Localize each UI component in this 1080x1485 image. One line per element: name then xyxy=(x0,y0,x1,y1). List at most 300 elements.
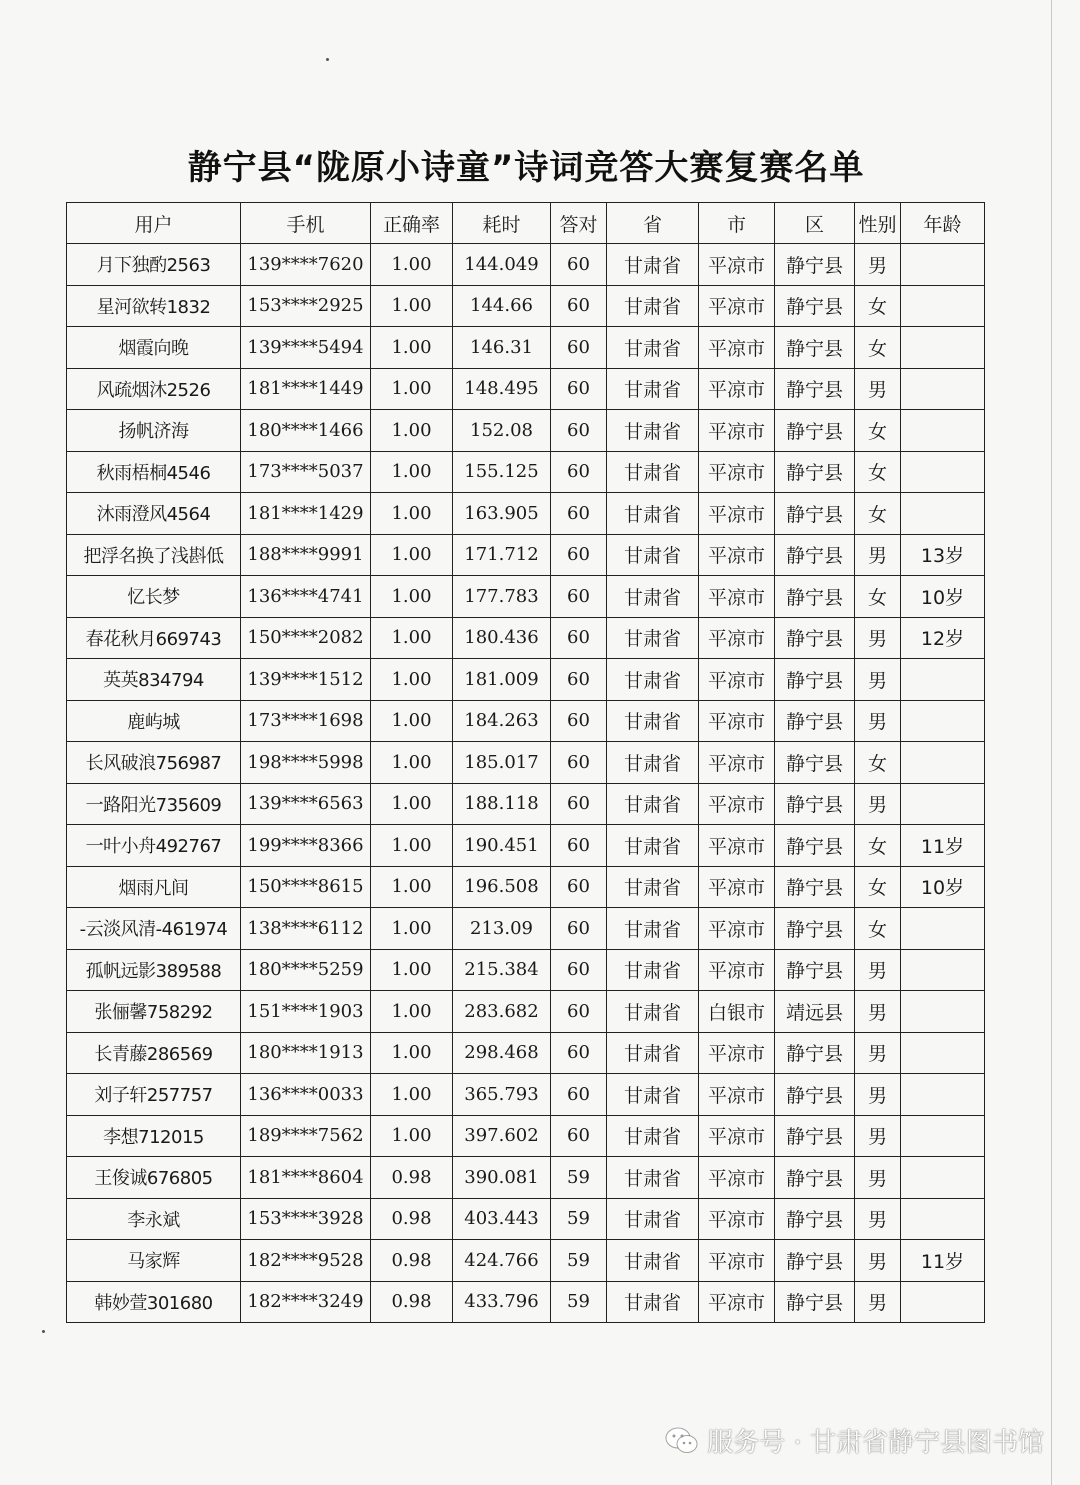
cell-phone: 139****1512 xyxy=(241,659,371,701)
cell-accuracy: 1.00 xyxy=(371,700,453,742)
column-header-gender: 性别 xyxy=(855,203,901,244)
cell-city: 平凉市 xyxy=(699,576,775,618)
cell-time: 283.682 xyxy=(453,991,551,1033)
cell-city: 平凉市 xyxy=(699,1115,775,1157)
column-header-phone: 手机 xyxy=(241,203,371,244)
cell-correct: 59 xyxy=(551,1157,607,1199)
cell-phone: 150****2082 xyxy=(241,617,371,659)
cell-phone: 136****4741 xyxy=(241,576,371,618)
cell-city: 平凉市 xyxy=(699,493,775,535)
cell-phone: 150****8615 xyxy=(241,866,371,908)
cell-correct: 60 xyxy=(551,991,607,1033)
cell-user: 鹿屿城 xyxy=(67,700,241,742)
cell-city: 平凉市 xyxy=(699,908,775,950)
cell-province: 甘肃省 xyxy=(607,1198,699,1240)
cell-phone: 180****1913 xyxy=(241,1032,371,1074)
contestant-table xyxy=(66,202,985,1323)
cell-age: 10岁 xyxy=(901,866,985,908)
cell-phone: 151****1903 xyxy=(241,991,371,1033)
table-row xyxy=(67,1115,985,1157)
cell-phone: 138****6112 xyxy=(241,908,371,950)
cell-age xyxy=(901,1115,985,1157)
cell-accuracy: 0.98 xyxy=(371,1281,453,1323)
cell-age xyxy=(901,368,985,410)
scan-speck xyxy=(42,1330,45,1333)
table-row xyxy=(67,825,985,867)
cell-city: 平凉市 xyxy=(699,866,775,908)
table-row xyxy=(67,1074,985,1116)
cell-correct: 60 xyxy=(551,659,607,701)
column-header-correct: 答对 xyxy=(551,203,607,244)
table-row xyxy=(67,783,985,825)
cell-time: 180.436 xyxy=(453,617,551,659)
cell-correct: 60 xyxy=(551,576,607,618)
cell-province: 甘肃省 xyxy=(607,866,699,908)
cell-correct: 60 xyxy=(551,1074,607,1116)
cell-city: 平凉市 xyxy=(699,825,775,867)
cell-user: 春花秋月669743 xyxy=(67,617,241,659)
cell-correct: 60 xyxy=(551,1115,607,1157)
cell-accuracy: 1.00 xyxy=(371,742,453,784)
cell-gender: 男 xyxy=(855,783,901,825)
cell-phone: 189****7562 xyxy=(241,1115,371,1157)
cell-province: 甘肃省 xyxy=(607,1032,699,1074)
cell-gender: 女 xyxy=(855,493,901,535)
cell-city: 平凉市 xyxy=(699,327,775,369)
table-row xyxy=(67,1281,985,1323)
cell-district: 静宁县 xyxy=(775,534,855,576)
cell-district: 静宁县 xyxy=(775,783,855,825)
cell-city: 平凉市 xyxy=(699,1198,775,1240)
cell-correct: 60 xyxy=(551,742,607,784)
cell-correct: 60 xyxy=(551,949,607,991)
cell-age xyxy=(901,659,985,701)
cell-district: 静宁县 xyxy=(775,327,855,369)
cell-district: 静宁县 xyxy=(775,1198,855,1240)
table-row xyxy=(67,617,985,659)
cell-gender: 男 xyxy=(855,1115,901,1157)
cell-phone: 199****8366 xyxy=(241,825,371,867)
cell-city: 平凉市 xyxy=(699,451,775,493)
cell-time: 215.384 xyxy=(453,949,551,991)
cell-age xyxy=(901,1032,985,1074)
scan-page-edge xyxy=(1051,0,1052,1485)
cell-district: 静宁县 xyxy=(775,285,855,327)
cell-correct: 60 xyxy=(551,866,607,908)
cell-time: 148.495 xyxy=(453,368,551,410)
cell-phone: 139****6563 xyxy=(241,783,371,825)
cell-district: 静宁县 xyxy=(775,866,855,908)
table-row xyxy=(67,1157,985,1199)
cell-accuracy: 1.00 xyxy=(371,783,453,825)
cell-age xyxy=(901,244,985,286)
cell-province: 甘肃省 xyxy=(607,617,699,659)
cell-gender: 男 xyxy=(855,991,901,1033)
cell-accuracy: 1.00 xyxy=(371,1074,453,1116)
cell-time: 184.263 xyxy=(453,700,551,742)
cell-time: 365.793 xyxy=(453,1074,551,1116)
cell-city: 平凉市 xyxy=(699,659,775,701)
cell-user: 李想712015 xyxy=(67,1115,241,1157)
cell-time: 155.125 xyxy=(453,451,551,493)
table-row xyxy=(67,659,985,701)
cell-correct: 60 xyxy=(551,825,607,867)
cell-time: 403.443 xyxy=(453,1198,551,1240)
cell-accuracy: 1.00 xyxy=(371,825,453,867)
table-header-row xyxy=(67,203,985,244)
cell-accuracy: 1.00 xyxy=(371,1115,453,1157)
watermark-footer xyxy=(665,1422,1044,1459)
cell-phone: 136****0033 xyxy=(241,1074,371,1116)
cell-district: 静宁县 xyxy=(775,493,855,535)
cell-age xyxy=(901,1157,985,1199)
cell-accuracy: 0.98 xyxy=(371,1240,453,1282)
cell-province: 甘肃省 xyxy=(607,493,699,535)
cell-phone: 181****1449 xyxy=(241,368,371,410)
table-row xyxy=(67,576,985,618)
cell-age xyxy=(901,493,985,535)
cell-accuracy: 1.00 xyxy=(371,285,453,327)
cell-accuracy: 1.00 xyxy=(371,534,453,576)
cell-city: 白银市 xyxy=(699,991,775,1033)
cell-district: 靖远县 xyxy=(775,991,855,1033)
cell-user: 烟霞向晚 xyxy=(67,327,241,369)
cell-user: 马家辉 xyxy=(67,1240,241,1282)
cell-gender: 女 xyxy=(855,742,901,784)
cell-time: 424.766 xyxy=(453,1240,551,1282)
column-header-accuracy: 正确率 xyxy=(371,203,453,244)
cell-province: 甘肃省 xyxy=(607,244,699,286)
cell-accuracy: 1.00 xyxy=(371,368,453,410)
table-row xyxy=(67,1032,985,1074)
cell-age xyxy=(901,410,985,452)
cell-district: 静宁县 xyxy=(775,1240,855,1282)
cell-city: 平凉市 xyxy=(699,1032,775,1074)
cell-time: 144.66 xyxy=(453,285,551,327)
cell-phone: 181****1429 xyxy=(241,493,371,535)
cell-user: 一路阳光735609 xyxy=(67,783,241,825)
cell-age xyxy=(901,991,985,1033)
cell-province: 甘肃省 xyxy=(607,1115,699,1157)
cell-city: 平凉市 xyxy=(699,368,775,410)
cell-accuracy: 1.00 xyxy=(371,244,453,286)
cell-phone: 153****2925 xyxy=(241,285,371,327)
cell-district: 静宁县 xyxy=(775,659,855,701)
cell-city: 平凉市 xyxy=(699,410,775,452)
cell-age xyxy=(901,1074,985,1116)
cell-age xyxy=(901,783,985,825)
document-title: 静宁县“陇原小诗童”诗词竞答大赛复赛名单 xyxy=(187,148,865,188)
cell-gender: 男 xyxy=(855,1240,901,1282)
cell-gender: 女 xyxy=(855,825,901,867)
cell-user: -云淡风清-461974 xyxy=(67,908,241,950)
cell-gender: 女 xyxy=(855,866,901,908)
cell-district: 静宁县 xyxy=(775,949,855,991)
cell-correct: 60 xyxy=(551,617,607,659)
column-header-city: 市 xyxy=(699,203,775,244)
cell-correct: 60 xyxy=(551,700,607,742)
cell-user: 风疏烟沐2526 xyxy=(67,368,241,410)
cell-age xyxy=(901,949,985,991)
cell-accuracy: 1.00 xyxy=(371,327,453,369)
cell-province: 甘肃省 xyxy=(607,991,699,1033)
table-row xyxy=(67,451,985,493)
cell-district: 静宁县 xyxy=(775,700,855,742)
table-row xyxy=(67,285,985,327)
cell-gender: 女 xyxy=(855,576,901,618)
cell-district: 静宁县 xyxy=(775,1074,855,1116)
cell-user: 扬帆济海 xyxy=(67,410,241,452)
cell-city: 平凉市 xyxy=(699,783,775,825)
cell-time: 144.049 xyxy=(453,244,551,286)
cell-phone: 180****5259 xyxy=(241,949,371,991)
table-row xyxy=(67,327,985,369)
cell-district: 静宁县 xyxy=(775,742,855,784)
cell-age xyxy=(901,1281,985,1323)
cell-district: 静宁县 xyxy=(775,1032,855,1074)
cell-gender: 女 xyxy=(855,327,901,369)
cell-time: 146.31 xyxy=(453,327,551,369)
scan-speck xyxy=(326,58,329,61)
cell-gender: 男 xyxy=(855,1198,901,1240)
cell-district: 静宁县 xyxy=(775,451,855,493)
cell-user: 秋雨梧桐4546 xyxy=(67,451,241,493)
cell-age: 13岁 xyxy=(901,534,985,576)
cell-city: 平凉市 xyxy=(699,1157,775,1199)
cell-gender: 男 xyxy=(855,244,901,286)
cell-user: 沐雨澄风4564 xyxy=(67,493,241,535)
table-row xyxy=(67,534,985,576)
cell-phone: 173****1698 xyxy=(241,700,371,742)
cell-age: 10岁 xyxy=(901,576,985,618)
cell-user: 李永斌 xyxy=(67,1198,241,1240)
cell-correct: 59 xyxy=(551,1240,607,1282)
column-header-age: 年龄 xyxy=(901,203,985,244)
cell-age xyxy=(901,327,985,369)
cell-age xyxy=(901,700,985,742)
cell-user: 孤帆远影389588 xyxy=(67,949,241,991)
cell-user: 一叶小舟492767 xyxy=(67,825,241,867)
cell-province: 甘肃省 xyxy=(607,1240,699,1282)
cell-accuracy: 1.00 xyxy=(371,866,453,908)
cell-user: 长青藤286569 xyxy=(67,1032,241,1074)
cell-province: 甘肃省 xyxy=(607,908,699,950)
cell-phone: 182****3249 xyxy=(241,1281,371,1323)
cell-time: 177.783 xyxy=(453,576,551,618)
cell-correct: 60 xyxy=(551,410,607,452)
cell-district: 静宁县 xyxy=(775,1115,855,1157)
cell-province: 甘肃省 xyxy=(607,576,699,618)
cell-accuracy: 1.00 xyxy=(371,1032,453,1074)
cell-district: 静宁县 xyxy=(775,617,855,659)
cell-age: 11岁 xyxy=(901,825,985,867)
cell-user: 刘子轩257757 xyxy=(67,1074,241,1116)
cell-age xyxy=(901,285,985,327)
cell-phone: 182****9528 xyxy=(241,1240,371,1282)
cell-city: 平凉市 xyxy=(699,617,775,659)
cell-gender: 男 xyxy=(855,534,901,576)
cell-correct: 60 xyxy=(551,368,607,410)
cell-province: 甘肃省 xyxy=(607,783,699,825)
cell-time: 190.451 xyxy=(453,825,551,867)
cell-province: 甘肃省 xyxy=(607,1281,699,1323)
cell-province: 甘肃省 xyxy=(607,327,699,369)
cell-user: 星河欲转1832 xyxy=(67,285,241,327)
cell-age xyxy=(901,742,985,784)
cell-phone: 139****5494 xyxy=(241,327,371,369)
cell-gender: 男 xyxy=(855,659,901,701)
column-header-district: 区 xyxy=(775,203,855,244)
cell-user: 月下独酌2563 xyxy=(67,244,241,286)
cell-district: 静宁县 xyxy=(775,1157,855,1199)
cell-province: 甘肃省 xyxy=(607,368,699,410)
cell-age xyxy=(901,908,985,950)
cell-district: 静宁县 xyxy=(775,244,855,286)
cell-city: 平凉市 xyxy=(699,700,775,742)
cell-phone: 198****5998 xyxy=(241,742,371,784)
cell-time: 152.08 xyxy=(453,410,551,452)
cell-correct: 60 xyxy=(551,908,607,950)
table-row xyxy=(67,742,985,784)
cell-gender: 男 xyxy=(855,700,901,742)
cell-accuracy: 0.98 xyxy=(371,1198,453,1240)
cell-province: 甘肃省 xyxy=(607,534,699,576)
cell-city: 平凉市 xyxy=(699,1281,775,1323)
cell-time: 433.796 xyxy=(453,1281,551,1323)
cell-user: 张俪馨758292 xyxy=(67,991,241,1033)
cell-city: 平凉市 xyxy=(699,949,775,991)
table-row xyxy=(67,1240,985,1282)
cell-district: 静宁县 xyxy=(775,908,855,950)
cell-province: 甘肃省 xyxy=(607,285,699,327)
cell-province: 甘肃省 xyxy=(607,451,699,493)
cell-district: 静宁县 xyxy=(775,410,855,452)
cell-province: 甘肃省 xyxy=(607,659,699,701)
table-row xyxy=(67,908,985,950)
cell-accuracy: 1.00 xyxy=(371,908,453,950)
cell-gender: 男 xyxy=(855,949,901,991)
cell-gender: 女 xyxy=(855,410,901,452)
table-row xyxy=(67,493,985,535)
table-row xyxy=(67,991,985,1033)
table-row xyxy=(67,410,985,452)
cell-time: 171.712 xyxy=(453,534,551,576)
cell-time: 181.009 xyxy=(453,659,551,701)
cell-accuracy: 1.00 xyxy=(371,991,453,1033)
cell-correct: 60 xyxy=(551,244,607,286)
column-header-user: 用户 xyxy=(67,203,241,244)
cell-phone: 139****7620 xyxy=(241,244,371,286)
cell-correct: 60 xyxy=(551,1032,607,1074)
cell-gender: 男 xyxy=(855,1157,901,1199)
cell-province: 甘肃省 xyxy=(607,742,699,784)
cell-gender: 男 xyxy=(855,617,901,659)
cell-time: 163.905 xyxy=(453,493,551,535)
cell-district: 静宁县 xyxy=(775,825,855,867)
cell-gender: 女 xyxy=(855,908,901,950)
cell-accuracy: 0.98 xyxy=(371,1157,453,1199)
cell-user: 王俊诚676805 xyxy=(67,1157,241,1199)
cell-phone: 180****1466 xyxy=(241,410,371,452)
cell-phone: 188****9991 xyxy=(241,534,371,576)
cell-time: 397.602 xyxy=(453,1115,551,1157)
cell-city: 平凉市 xyxy=(699,1240,775,1282)
cell-correct: 59 xyxy=(551,1198,607,1240)
cell-gender: 男 xyxy=(855,1281,901,1323)
cell-accuracy: 1.00 xyxy=(371,410,453,452)
cell-city: 平凉市 xyxy=(699,244,775,286)
cell-age: 12岁 xyxy=(901,617,985,659)
cell-user: 忆长梦 xyxy=(67,576,241,618)
cell-province: 甘肃省 xyxy=(607,700,699,742)
cell-accuracy: 1.00 xyxy=(371,493,453,535)
cell-gender: 女 xyxy=(855,451,901,493)
cell-district: 静宁县 xyxy=(775,576,855,618)
cell-accuracy: 1.00 xyxy=(371,659,453,701)
cell-city: 平凉市 xyxy=(699,742,775,784)
cell-correct: 60 xyxy=(551,493,607,535)
cell-correct: 60 xyxy=(551,534,607,576)
cell-city: 平凉市 xyxy=(699,534,775,576)
cell-correct: 60 xyxy=(551,451,607,493)
cell-gender: 男 xyxy=(855,1074,901,1116)
cell-accuracy: 1.00 xyxy=(371,576,453,618)
cell-province: 甘肃省 xyxy=(607,410,699,452)
cell-province: 甘肃省 xyxy=(607,1157,699,1199)
cell-city: 平凉市 xyxy=(699,285,775,327)
cell-age xyxy=(901,451,985,493)
cell-time: 188.118 xyxy=(453,783,551,825)
table-body xyxy=(67,244,985,1323)
cell-accuracy: 1.00 xyxy=(371,451,453,493)
table-row xyxy=(67,1198,985,1240)
cell-time: 390.081 xyxy=(453,1157,551,1199)
cell-time: 185.017 xyxy=(453,742,551,784)
cell-time: 298.468 xyxy=(453,1032,551,1074)
cell-user: 韩妙萱301680 xyxy=(67,1281,241,1323)
table-row xyxy=(67,368,985,410)
cell-user: 把浮名换了浅斟低 xyxy=(67,534,241,576)
cell-district: 静宁县 xyxy=(775,1281,855,1323)
cell-time: 196.508 xyxy=(453,866,551,908)
cell-age xyxy=(901,1198,985,1240)
cell-phone: 153****3928 xyxy=(241,1198,371,1240)
cell-user: 英英834794 xyxy=(67,659,241,701)
cell-correct: 59 xyxy=(551,1281,607,1323)
table-row xyxy=(67,866,985,908)
cell-age: 11岁 xyxy=(901,1240,985,1282)
table-row xyxy=(67,700,985,742)
cell-time: 213.09 xyxy=(453,908,551,950)
cell-accuracy: 1.00 xyxy=(371,949,453,991)
cell-gender: 男 xyxy=(855,1032,901,1074)
cell-phone: 173****5037 xyxy=(241,451,371,493)
cell-correct: 60 xyxy=(551,783,607,825)
cell-province: 甘肃省 xyxy=(607,1074,699,1116)
cell-gender: 男 xyxy=(855,368,901,410)
wechat-icon xyxy=(665,1426,699,1456)
cell-user: 长风破浪756987 xyxy=(67,742,241,784)
cell-phone: 181****8604 xyxy=(241,1157,371,1199)
cell-province: 甘肃省 xyxy=(607,825,699,867)
table-row xyxy=(67,949,985,991)
cell-user: 烟雨凡间 xyxy=(67,866,241,908)
cell-city: 平凉市 xyxy=(699,1074,775,1116)
footer-text: 服务号 · 甘肃省静宁县图书馆 xyxy=(707,1428,1044,1458)
cell-district: 静宁县 xyxy=(775,368,855,410)
table-row xyxy=(67,244,985,286)
cell-province: 甘肃省 xyxy=(607,949,699,991)
